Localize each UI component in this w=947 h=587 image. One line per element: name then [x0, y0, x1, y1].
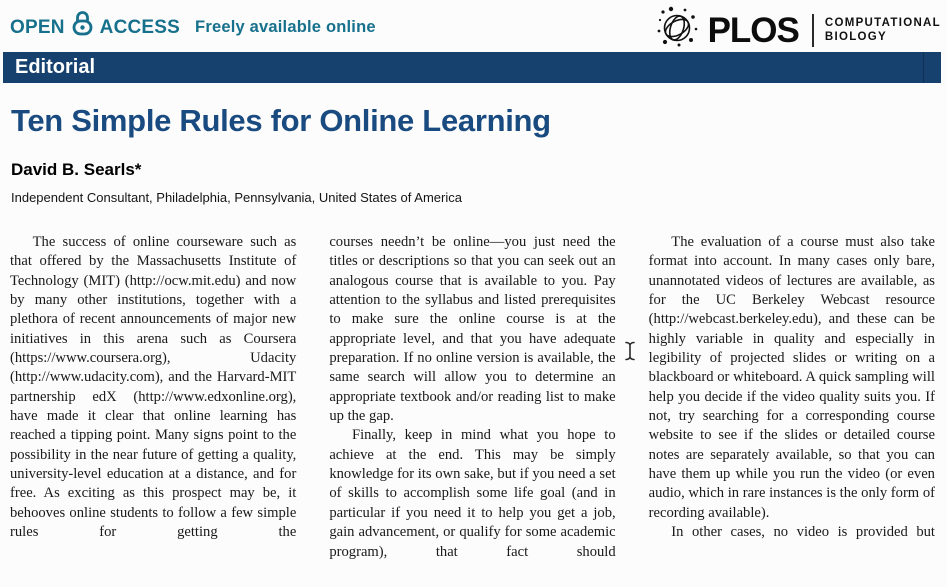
paragraph: In other cases, no video is provided but [671, 524, 935, 541]
plos-logo [655, 5, 941, 56]
open-access-tagline: Freely available online [195, 18, 376, 36]
open-access-banner [10, 13, 376, 42]
article-body [10, 233, 935, 562]
page-title: Ten Simple Rules for Online Learning [11, 103, 551, 138]
author-affiliation: Independent Consultant, Philadelphia, Pennsylvania, United States of America [11, 190, 462, 205]
plos-globe-icon [655, 5, 701, 56]
plos-journal-line2: BIOLOGY [824, 30, 887, 43]
plos-logo-divider [812, 14, 814, 47]
masthead [10, 4, 941, 52]
open-lock-icon [72, 10, 93, 42]
section-banner-label: Editorial [15, 56, 96, 78]
body-column-3 [649, 233, 935, 562]
body-column-2 [329, 233, 615, 562]
paragraph: The success of online courseware such as that offered by the Massachusetts Institute of Technology (MIT) (http://ocw.mit.edu) and now by many other institutions, together with a plethora of recent announcements of major new initiatives in this arena such as Coursera (https://www.coursera.org), Udacity (http://www.udacity.com), and the Harvard-MIT partnership edX (http://www.edxonline.org), have made it clear that online learning has reached a tipping point. Many signs point to the possibility in the near future of getting a quality, university-level education at a distance, and for free. As exciting as this prospect may be, it behooves online students to follow a few simple rules for getting the [10, 234, 297, 541]
plos-wordmark: PLOS [707, 10, 799, 50]
body-column-1 [10, 233, 296, 562]
paragraph: The evaluation of a course must also take format into account. In many cases only bare, unannotated videos of lectures are available, as for the UC Berkeley Webcast resource (http://webcast.berkeley.edu), and these can be highly variable in quality and especially in legibility of projected slides or writing on a blackboard or whiteboard. A quick sampling will help you decide if the video quality suits you. If not, try searching for a corresponding course website to see if the slides or detailed course notes are separately available, so that you can have them up while you run the video (or even audio, which in rare instances is the only form of recording available). [648, 234, 935, 521]
paragraph: Finally, keep in mind what you hope to achieve at the end. This may be simply knowledge for its own sake, but if you need a set of skills to accomplish some life goal (and in particular if you need it to help you get a job, gain advancement, or qualify for some academic program), that fact should [329, 427, 616, 560]
plos-journal-name [825, 17, 941, 44]
plos-journal-line1: COMPUTATIONAL [824, 17, 941, 29]
section-banner [3, 52, 941, 83]
open-access-access-label: ACCESS [99, 16, 181, 38]
paragraph: courses needn’t be online—you just need the titles or descriptions so that you can seek out an analogous course that is available to you. Pay attention to the syllabus and listed prerequisites to make sure the online course is at the appropriate level, and that you have adequate preparation. If no online version is available, the same search will allow you to determine an appropriate textbook and/or reading list to make up the gap. [329, 234, 616, 425]
text-cursor-icon [624, 341, 636, 366]
author-name: David B. Searls* [11, 160, 142, 179]
open-access-open-label: OPEN [10, 16, 65, 38]
